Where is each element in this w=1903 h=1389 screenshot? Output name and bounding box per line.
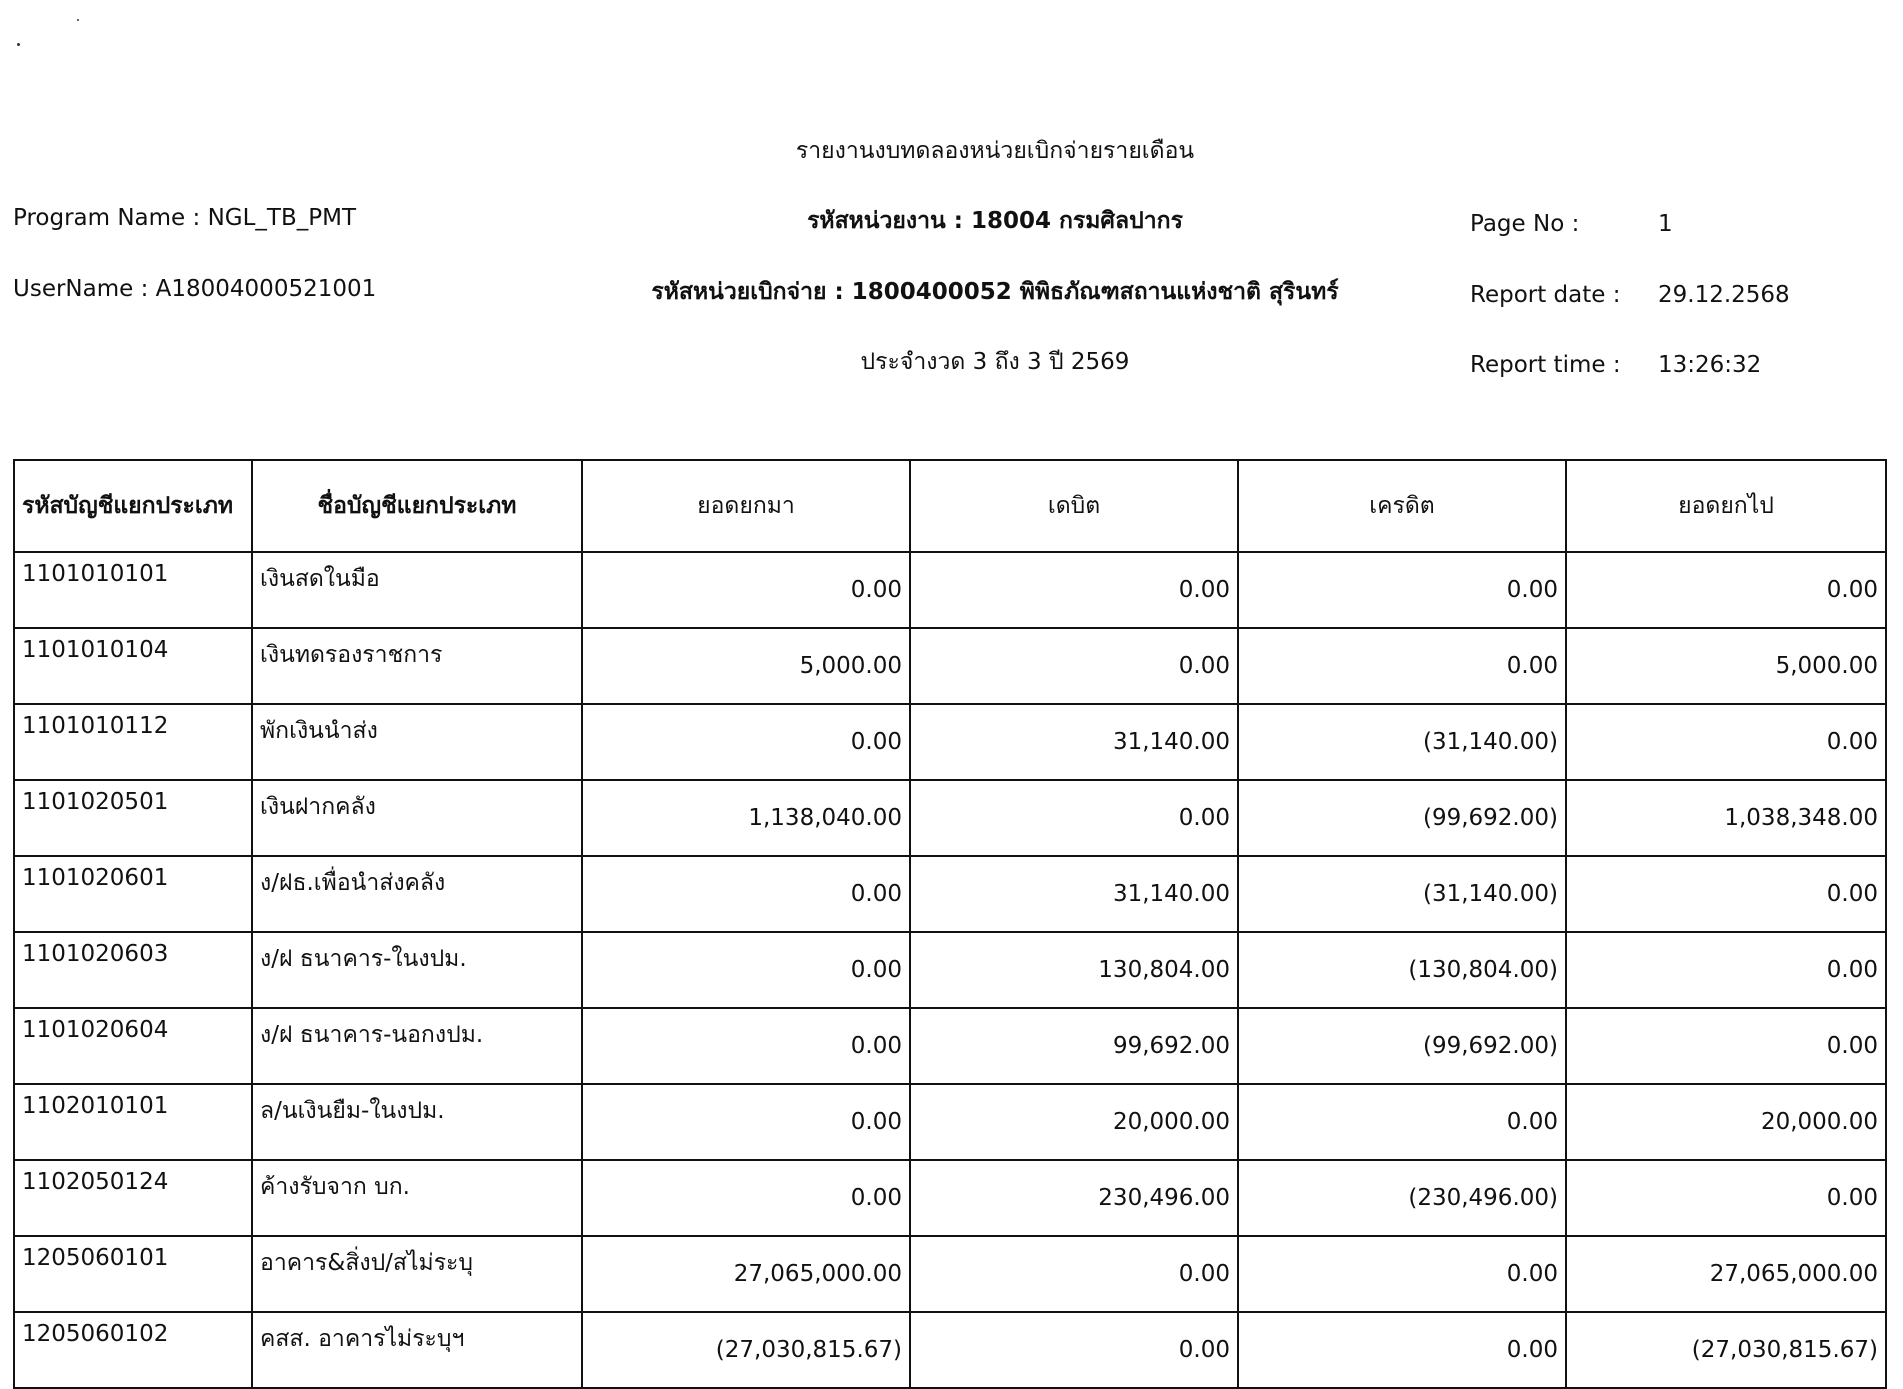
credit: (99,692.00) <box>1238 780 1566 856</box>
account-name: คสส. อาคารไม่ระบุฯ <box>252 1312 582 1388</box>
closing-balance: 5,000.00 <box>1566 628 1886 704</box>
credit: (31,140.00) <box>1238 856 1566 932</box>
debit: 0.00 <box>910 628 1238 704</box>
table-row <box>14 1008 1886 1084</box>
credit: (99,692.00) <box>1238 1008 1566 1084</box>
account-name: ง/ฝ ธนาคาร-ในงปม. <box>252 932 582 1008</box>
debit: 31,140.00 <box>910 704 1238 780</box>
account-code: 1101010104 <box>14 628 252 704</box>
page-no-label: Page No : <box>1470 211 1580 237</box>
credit: 0.00 <box>1238 552 1566 628</box>
user-name: UserName : A18004000521001 <box>13 276 377 302</box>
account-name: ง/ฝ ธนาคาร-นอกงปม. <box>252 1008 582 1084</box>
report-time-label: Report time : <box>1470 352 1621 378</box>
credit: 0.00 <box>1238 1312 1566 1388</box>
opening-balance: 5,000.00 <box>582 628 910 704</box>
report-date-value: 29.12.2568 <box>1658 282 1790 308</box>
report-date-label: Report date : <box>1470 282 1621 308</box>
period-line: ประจำงวด 3 ถึง 3 ปี 2569 <box>860 349 1130 375</box>
credit: (31,140.00) <box>1238 704 1566 780</box>
opening-balance: 0.00 <box>582 1160 910 1236</box>
closing-balance: 0.00 <box>1566 932 1886 1008</box>
col-header-closing-balance: ยอดยกไป <box>1566 460 1886 552</box>
disbursement-unit-line: รหัสหน่วยเบิกจ่าย : 1800400052 พิพิธภัณฑสถานแห่งชาติ สุรินทร์ <box>651 279 1339 305</box>
opening-balance: (27,030,815.67) <box>582 1312 910 1388</box>
closing-balance: 1,038,348.00 <box>1566 780 1886 856</box>
credit: 0.00 <box>1238 1084 1566 1160</box>
page-no-value: 1 <box>1658 211 1673 237</box>
table-row <box>14 552 1886 628</box>
opening-balance: 0.00 <box>582 1008 910 1084</box>
closing-balance: 0.00 <box>1566 1160 1886 1236</box>
scan-speck <box>77 19 79 21</box>
account-name: ง/ฝธ.เพื่อนำส่งคลัง <box>252 856 582 932</box>
report-title: รายงานงบทดลองหน่วยเบิกจ่ายรายเดือน <box>795 138 1195 164</box>
debit: 230,496.00 <box>910 1160 1238 1236</box>
closing-balance: 0.00 <box>1566 552 1886 628</box>
report-time-value: 13:26:32 <box>1658 352 1762 378</box>
debit: 20,000.00 <box>910 1084 1238 1160</box>
table-row <box>14 780 1886 856</box>
table-header-row <box>14 460 1886 552</box>
account-name: เงินสดในมือ <box>252 552 582 628</box>
account-code: 1101020604 <box>14 1008 252 1084</box>
opening-balance: 1,138,040.00 <box>582 780 910 856</box>
account-name: พักเงินนำส่ง <box>252 704 582 780</box>
debit: 0.00 <box>910 1312 1238 1388</box>
debit: 0.00 <box>910 780 1238 856</box>
account-code: 1205060101 <box>14 1236 252 1312</box>
closing-balance: 0.00 <box>1566 704 1886 780</box>
account-name: เงินทดรองราชการ <box>252 628 582 704</box>
scan-speck <box>17 43 20 46</box>
opening-balance: 27,065,000.00 <box>582 1236 910 1312</box>
closing-balance: (27,030,815.67) <box>1566 1312 1886 1388</box>
account-name: ล/นเงินยืม-ในงปม. <box>252 1084 582 1160</box>
program-name: Program Name : NGL_TB_PMT <box>13 205 357 231</box>
credit: (130,804.00) <box>1238 932 1566 1008</box>
trial-balance-table <box>13 459 1887 1389</box>
credit: 0.00 <box>1238 1236 1566 1312</box>
table-row <box>14 1160 1886 1236</box>
opening-balance: 0.00 <box>582 552 910 628</box>
debit: 0.00 <box>910 552 1238 628</box>
col-header-account-code: รหัสบัญชีแยกประเภท <box>14 460 252 552</box>
account-code: 1101010101 <box>14 552 252 628</box>
closing-balance: 27,065,000.00 <box>1566 1236 1886 1312</box>
table-row <box>14 1236 1886 1312</box>
account-name: อาคาร&สิ่งป/สไม่ระบุ <box>252 1236 582 1312</box>
agency-line: รหัสหน่วยงาน : 18004 กรมศิลปากร <box>807 208 1183 234</box>
opening-balance: 0.00 <box>582 856 910 932</box>
closing-balance: 0.00 <box>1566 856 1886 932</box>
account-code: 1205060102 <box>14 1312 252 1388</box>
debit: 31,140.00 <box>910 856 1238 932</box>
debit: 130,804.00 <box>910 932 1238 1008</box>
opening-balance: 0.00 <box>582 704 910 780</box>
closing-balance: 0.00 <box>1566 1008 1886 1084</box>
table-row <box>14 1312 1886 1388</box>
account-code: 1101020601 <box>14 856 252 932</box>
account-code: 1102050124 <box>14 1160 252 1236</box>
account-name: เงินฝากคลัง <box>252 780 582 856</box>
credit: (230,496.00) <box>1238 1160 1566 1236</box>
debit: 99,692.00 <box>910 1008 1238 1084</box>
col-header-debit: เดบิต <box>910 460 1238 552</box>
table-row <box>14 628 1886 704</box>
account-code: 1101010112 <box>14 704 252 780</box>
col-header-credit: เครดิต <box>1238 460 1566 552</box>
table-row <box>14 856 1886 932</box>
closing-balance: 20,000.00 <box>1566 1084 1886 1160</box>
credit: 0.00 <box>1238 628 1566 704</box>
table-row <box>14 932 1886 1008</box>
debit: 0.00 <box>910 1236 1238 1312</box>
table-row <box>14 704 1886 780</box>
account-code: 1102010101 <box>14 1084 252 1160</box>
table-row <box>14 1084 1886 1160</box>
account-code: 1101020501 <box>14 780 252 856</box>
opening-balance: 0.00 <box>582 1084 910 1160</box>
account-code: 1101020603 <box>14 932 252 1008</box>
col-header-opening-balance: ยอดยกมา <box>582 460 910 552</box>
col-header-account-name: ชื่อบัญชีแยกประเภท <box>252 460 582 552</box>
opening-balance: 0.00 <box>582 932 910 1008</box>
account-name: ค้างรับจาก บก. <box>252 1160 582 1236</box>
